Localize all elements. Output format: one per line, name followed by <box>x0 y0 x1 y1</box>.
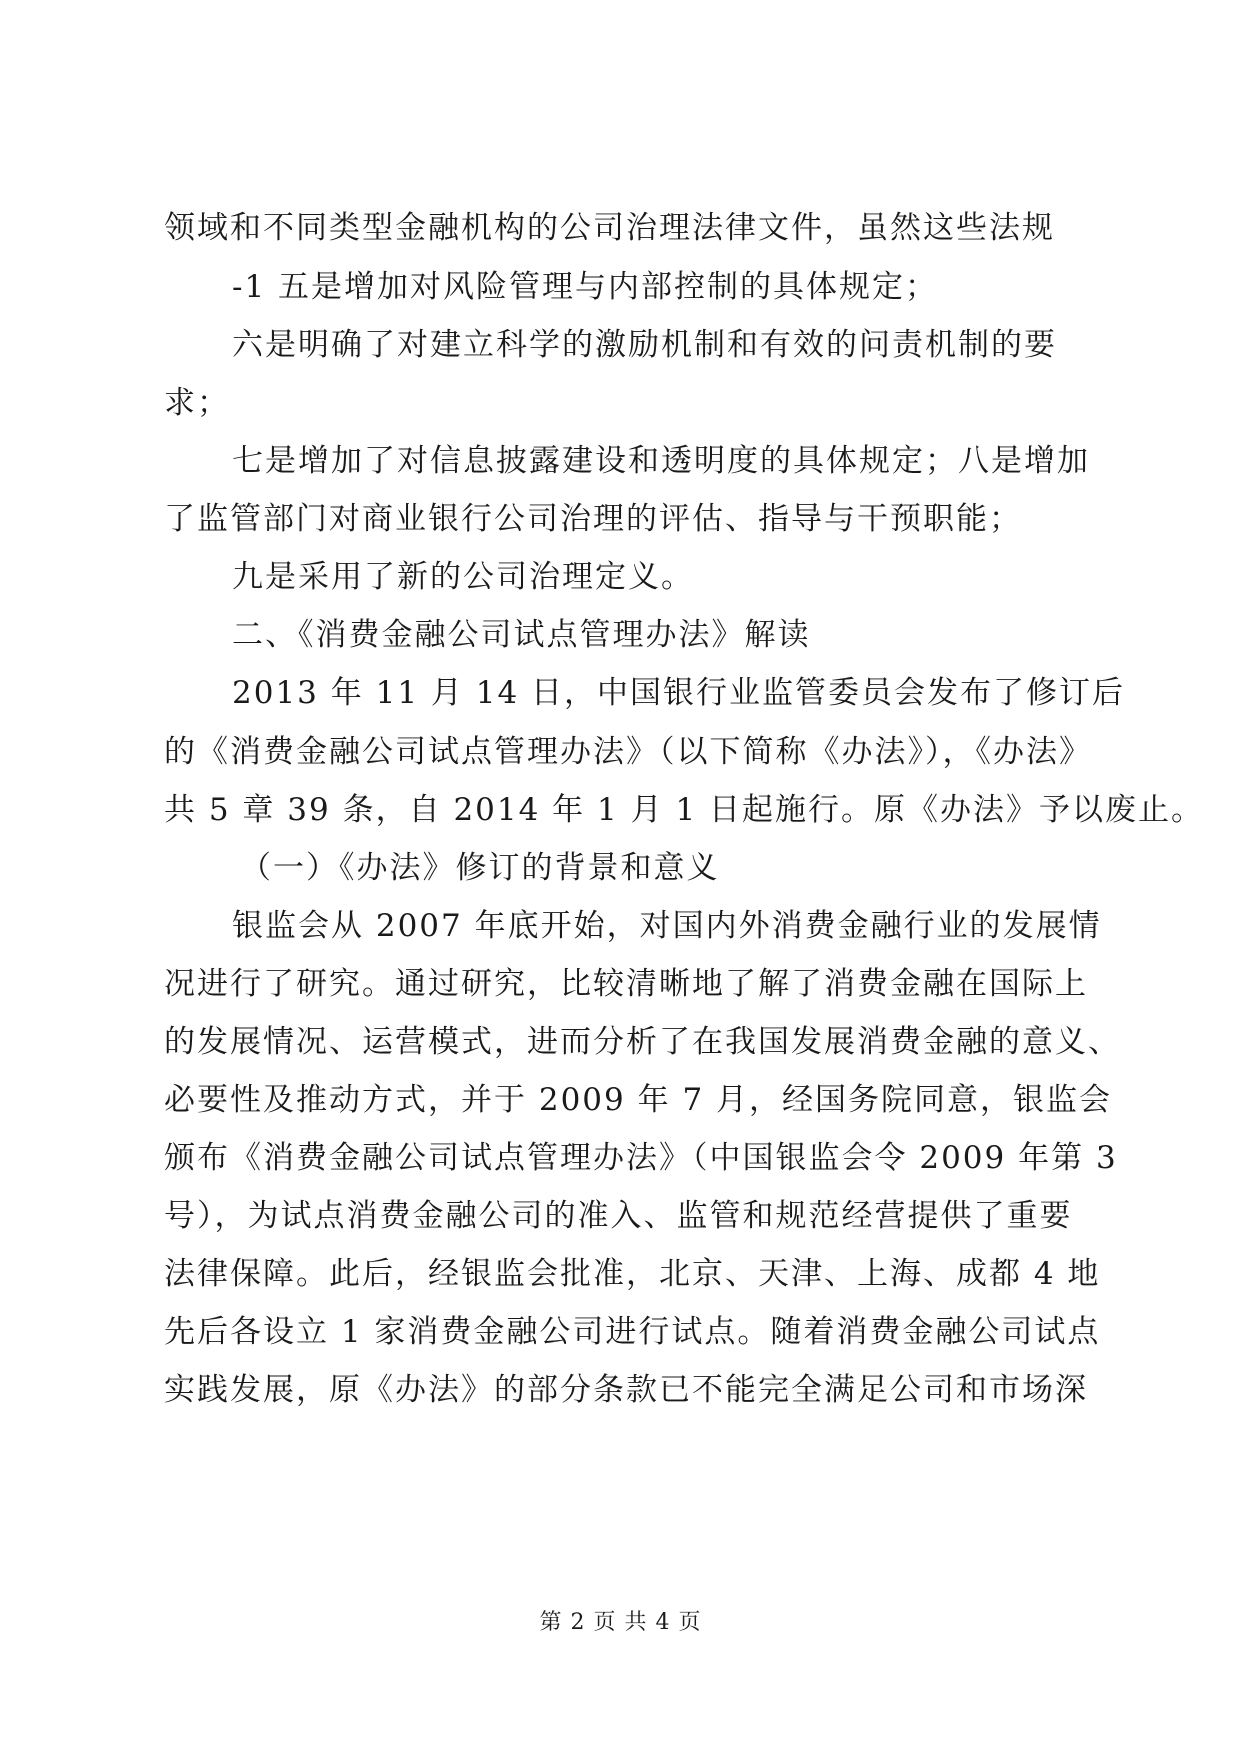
text-line: 领域和不同类型金融机构的公司治理法律文件，虽然这些法规 <box>164 210 1055 246</box>
text-line: 法律保障。此后，经银监会批准，北京、天津、上海、成都 4 地 <box>164 1256 1101 1292</box>
text-line: 2013 年 11 月 14 日，中国银行业监管委员会发布了修订后 <box>232 675 1126 711</box>
text-line: 必要性及推动方式，并于 2009 年 7 月，经国务院同意，银监会 <box>164 1082 1113 1118</box>
page-footer: 第 2 页 共 4 页 <box>539 1610 702 1635</box>
text-line: 六是明确了对建立科学的激励机制和有效的问责机制的要 <box>232 327 1057 363</box>
text-line: 了监管部门对商业银行公司治理的评估、指导与干预职能； <box>164 501 1022 537</box>
text-line: 七是增加了对信息披露建设和透明度的具体规定；八是增加 <box>232 443 1090 479</box>
text-line: 共 5 章 39 条，自 2014 年 1 月 1 日起施行。原《办法》予以废止。 <box>164 792 1205 828</box>
text-line: 的《消费金融公司试点管理办法》（以下简称《办法》），《办法》 <box>164 734 1092 770</box>
text-line: 银监会从 2007 年底开始，对国内外消费金融行业的发展情 <box>232 908 1102 944</box>
text-line: 实践发展，原《办法》的部分条款已不能完全满足公司和市场深 <box>164 1372 1088 1408</box>
text-line: 的发展情况、运营模式，进而分析了在我国发展消费金融的意义、 <box>164 1024 1121 1060</box>
text-line: -1 五是增加对风险管理与内部控制的具体规定； <box>232 269 939 305</box>
section-heading: 二、《消费金融公司试点管理办法》解读 <box>232 617 811 653</box>
subsection-heading: （一）《办法》修订的背景和意义 <box>240 850 720 886</box>
text-line: 九是采用了新的公司治理定义。 <box>232 559 694 595</box>
text-line: 颁布《消费金融公司试点管理办法》（中国银监会令 2009 年第 3 <box>164 1140 1118 1176</box>
text-line: 号），为试点消费金融公司的准入、监管和规范经营提供了重要 <box>164 1198 1073 1234</box>
text-line: 求； <box>164 385 230 421</box>
text-line: 先后各设立 1 家消费金融公司进行试点。随着消费金融公司试点 <box>164 1314 1101 1350</box>
text-line: 况进行了研究。通过研究，比较清晰地了解了消费金融在国际上 <box>164 966 1088 1002</box>
